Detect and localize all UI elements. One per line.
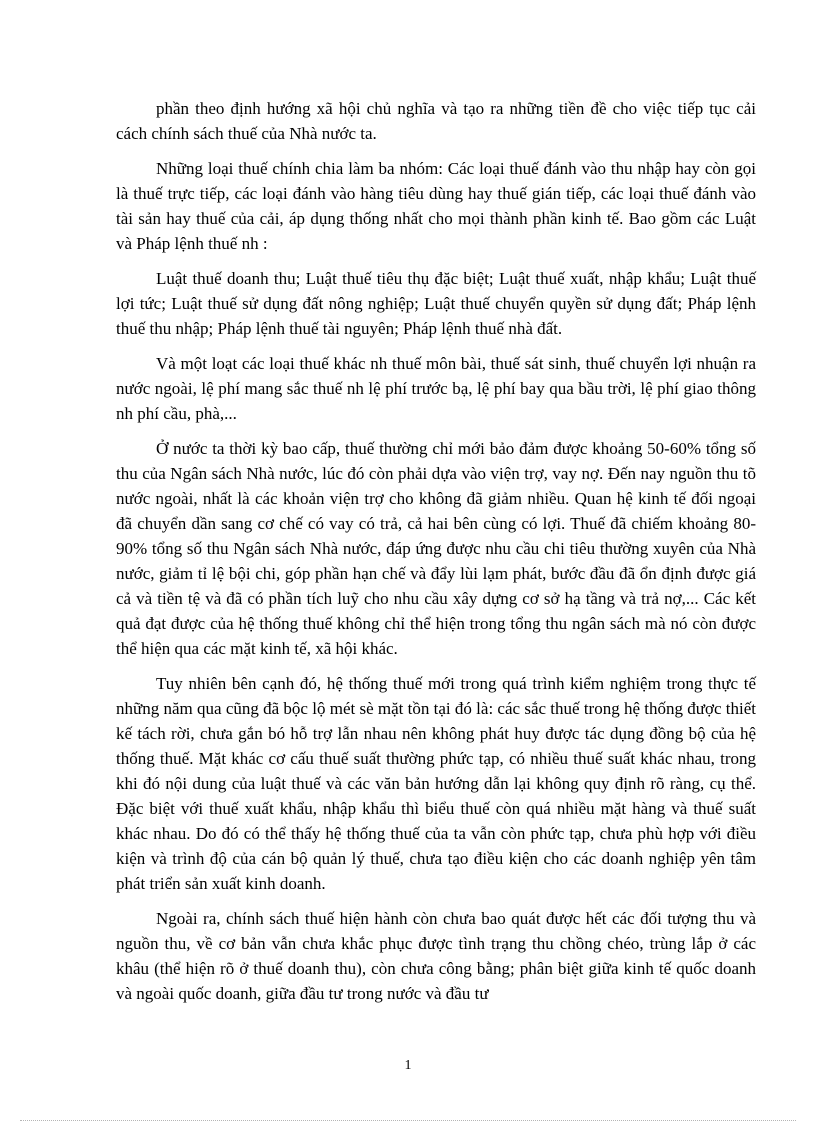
paragraph-4: Và một loạt các loại thuế khác nh thuế môn bài, thuế sát sinh, thuế chuyển lợi nhuận ra nước ngoài, lệ phí mang sắc thuế nh lệ phí trước bạ, lệ phí bay qua bầu trời, lệ phí giao thông nh phí cầu, phà,... xyxy=(116,354,756,423)
paragraph-7: Ngoài ra, chính sách thuế hiện hành còn chưa bao quát được hết các đối tượng thu và nguồn thu, về cơ bản vẫn chưa khắc phục được tình trạng thu chồng chéo, trùng lắp ở các khâu (thể hiện rõ ở thuế doanh thu), còn chưa công bằng; phân biệt giữa kinh tế quốc doanh và ngoài quốc doanh, giữa đầu tư trong nước và đầu tư xyxy=(116,909,756,1003)
document-body xyxy=(116,96,756,1016)
page-number: 1 xyxy=(404,1058,412,1073)
paragraph-2: Những loại thuế chính chia làm ba nhóm: Các loại thuế đánh vào thu nhập hay còn gọi là thuế trực tiếp, các loại đánh vào hàng tiêu dùng hay thuế gián tiếp, các loại thuế đánh vào tài sản hay thuế của cải, áp dụng thống nhất cho mọi thành phần kinh tế. Bao gồm các Luật và Pháp lệnh thuế nh : xyxy=(116,159,756,253)
paragraph-6: Tuy nhiên bên cạnh đó, hệ thống thuế mới trong quá trình kiểm nghiệm trong thực tế những năm qua cũng đã bộc lộ mét sè mặt tồn tại đó là: các sắc thuế trong hệ thống được thiết kế tách rời, chưa gắn bó hỗ trợ lẫn nhau nên không phát huy được tác dụng đồng bộ của hệ thống thuế. Mặt khác cơ cấu thuế suất thường phức tạp, có nhiều thuế suất khác nhau, trong khi đó nội dung của luật thuế và các văn bản hướng dẫn lại không quy định rõ ràng, cụ thể. Đặc biệt với thuế xuất khẩu, nhập khẩu thì biểu thuế còn quá nhiều mặt hàng và thuế suất khác nhau. Do đó có thể thấy hệ thống thuế của ta vẫn còn phức tạp, chưa phù hợp với điều kiện và trình độ của cán bộ quản lý thuế, chưa tạo điều kiện cho các doanh nghiệp yên tâm phát triển sản xuất kinh doanh. xyxy=(116,674,756,893)
page-divider xyxy=(20,1120,796,1121)
paragraph-3: Luật thuế doanh thu; Luật thuế tiêu thụ đặc biệt; Luật thuế xuất, nhập khẩu; Luật thuế lợi tức; Luật thuế sử dụng đất nông nghiệp; Luật thuế chuyển quyền sử dụng đất; Pháp lệnh thuế thu nhập; Pháp lệnh thuế tài nguyên; Pháp lệnh thuế nhà đất. xyxy=(116,269,756,338)
paragraph-1: phần theo định hướng xã hội chủ nghĩa và tạo ra những tiền đề cho việc tiếp tục cải cách chính sách thuế của Nhà nước ta. xyxy=(116,99,756,143)
paragraph-5: Ở nước ta thời kỳ bao cấp, thuế thường chỉ mới bảo đảm được khoảng 50-60% tổng số thu của Ngân sách Nhà nước, lúc đó còn phải dựa vào viện trợ, vay nợ. Đến nay nguồn thu tõ nước ngoài, nhất là các khoản viện trợ cho không đã giảm nhiều. Quan hệ kinh tế đối ngoại đã chuyển dần sang cơ chế có vay có trả, cả hai bên cùng có lợi. Thuế đã chiếm khoảng 80-90% tổng số thu Ngân sách Nhà nước, đáp ứng được nhu cầu chi tiêu thường xuyên của Nhà nước, giảm tỉ lệ bội chi, góp phần hạn chế và đẩy lùi lạm phát, bước đầu đã ổn định được giá cả và tiền tệ và đã có phần tích luỹ cho nhu cầu xây dựng cơ sở hạ tầng và trả nợ,... Các kết quả đạt được của hệ thống thuế không chỉ thể hiện trong tổng thu ngân sách mà nó còn được thể hiện qua các mặt kinh tế, xã hội khác. xyxy=(116,439,756,658)
